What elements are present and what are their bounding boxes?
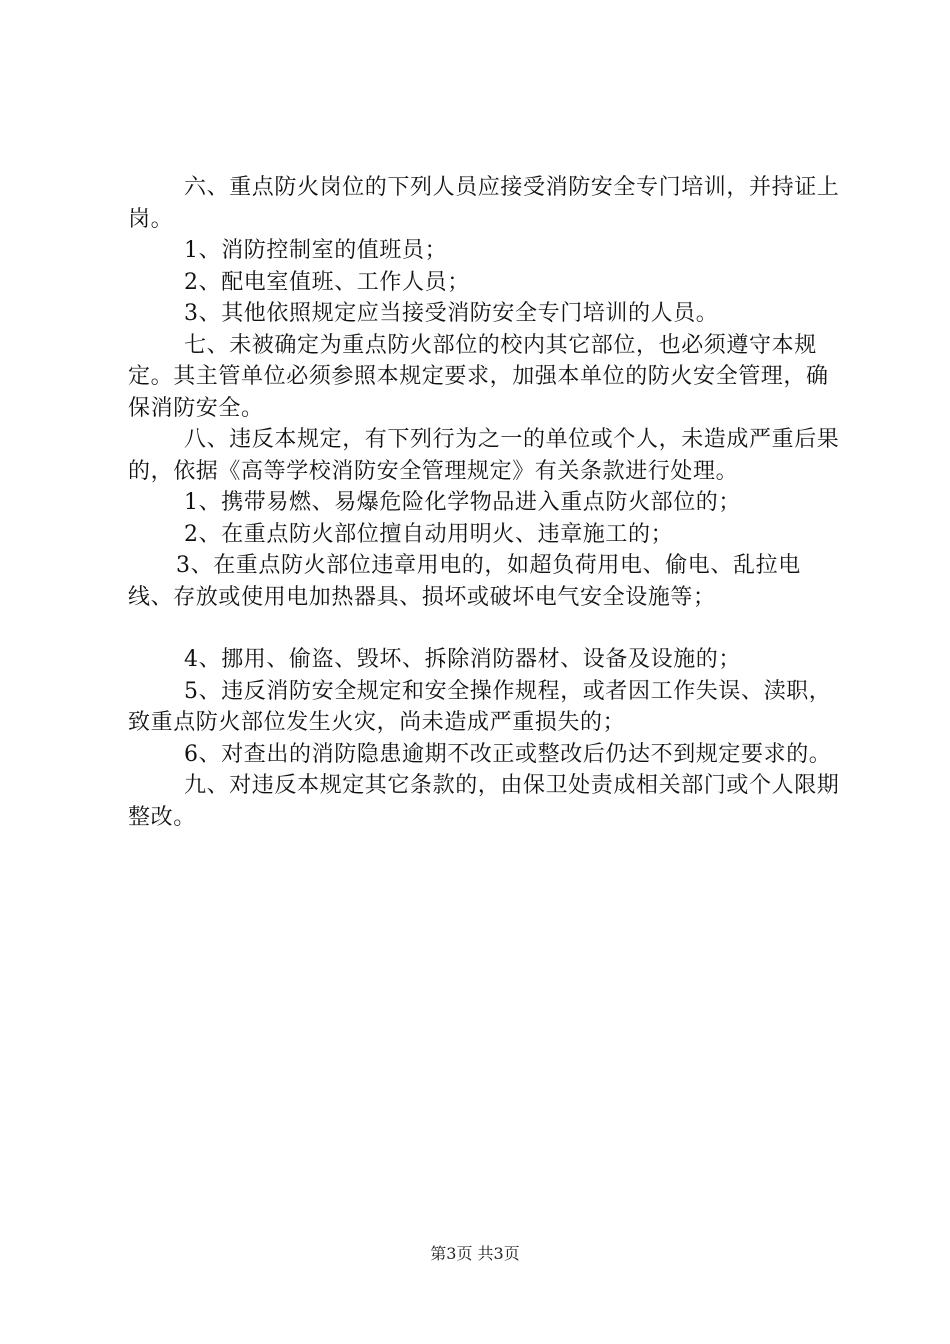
list-item-8-1: 1、携带易燃、易爆危险化学物品进入重点防火部位的； bbox=[184, 490, 741, 515]
list-item-8-5: 5、违反消防安全规定和安全操作规程，或者因工作失误、渎职，致重点防火部位发生火灾，尚未造成严重损失的； bbox=[128, 678, 832, 735]
list-item-6-3: 3、其他依照规定应当接受消防安全专门培训的人员。 bbox=[184, 301, 719, 326]
page-number-indicator: 第3页 共3页 bbox=[430, 1244, 520, 1263]
list-item-6-2: 2、配电室值班、工作人员； bbox=[184, 269, 470, 295]
paragraph-section-8: 八、违反本规定，有下列行为之一的单位或个人，未造成严重后果的，依据《高等学校消防安全管理规定》有关条款进行处理。 bbox=[128, 427, 840, 484]
list-item-8-3: 3、在重点防火部位违章用电的，如超负荷用电、偷电、乱拉电线、存放或使用电加热器具、损坏或破坏电气安全设施等； bbox=[128, 553, 801, 610]
paragraph-section-7: 七、未被确定为重点防火部位的校内其它部位，也必须遵守本规定。其主管单位必须参照本规定要求，加强本单位的防火安全管理，确保消防安全。 bbox=[128, 332, 829, 421]
page-footer bbox=[0, 1244, 950, 1264]
paragraph-section-6: 六、重点防火岗位的下列人员应接受消防安全专门培训，并持证上岗。 bbox=[128, 175, 840, 232]
paragraph-section-9: 九、对违反本规定其它条款的，由保卫处责成相关部门或个人限期整改。 bbox=[128, 773, 840, 830]
list-item-8-2: 2、在重点防火部位擅自动用明火、违章施工的； bbox=[184, 521, 674, 547]
list-item-8-4: 4、挪用、偷盗、毁坏、拆除消防器材、设备及设施的； bbox=[184, 647, 741, 672]
list-item-6-1: 1、消防控制室的值班员； bbox=[184, 238, 448, 263]
list-item-8-6: 6、对查出的消防隐患逾期不改正或整改后仍达不到规定要求的。 bbox=[184, 741, 832, 767]
document-body bbox=[128, 172, 840, 833]
